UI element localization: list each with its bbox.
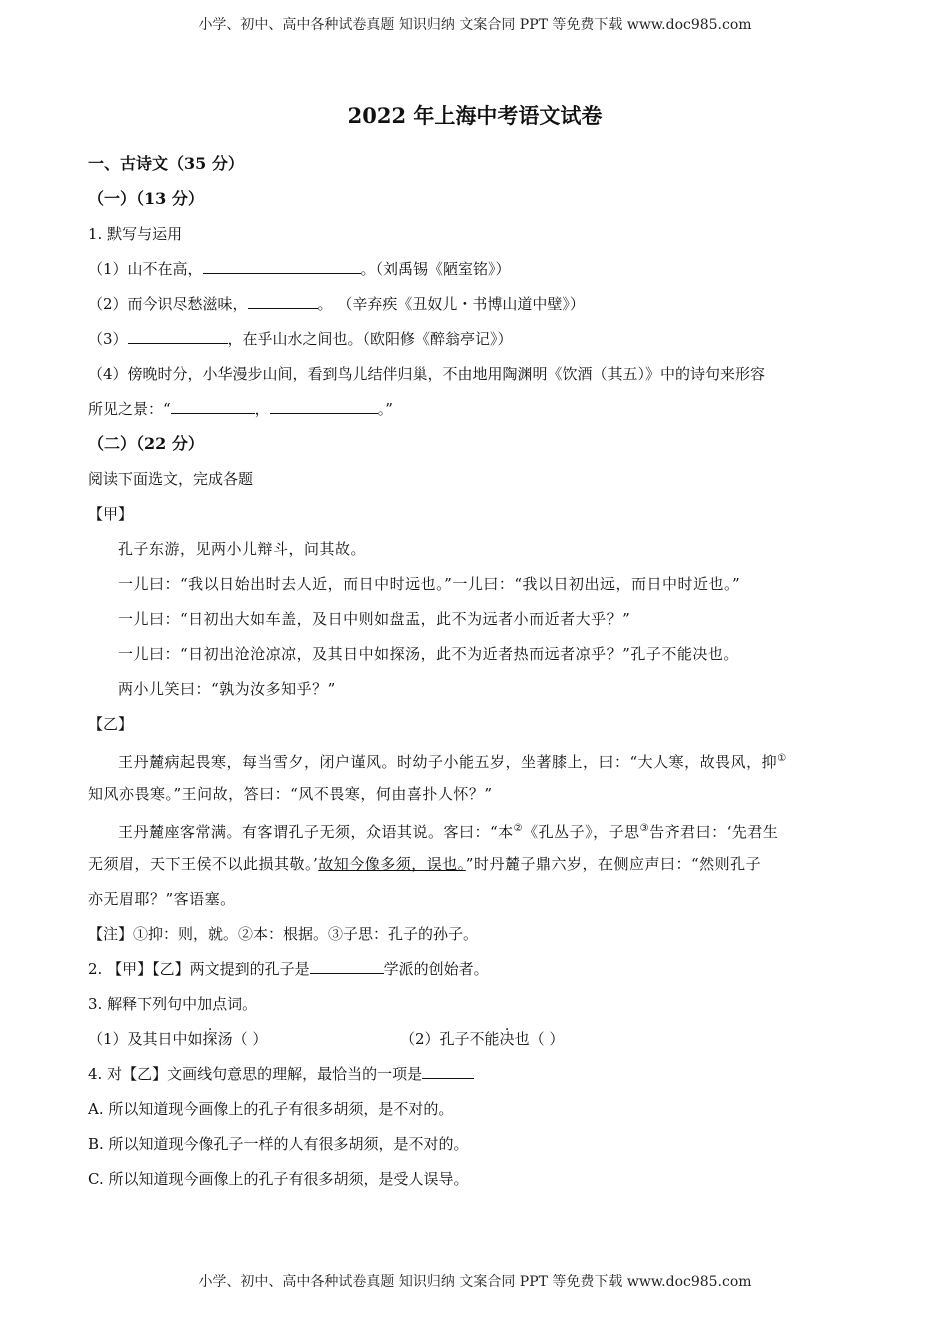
item-text: 。 （辛弃疾《丑奴儿・书博山道中壁》） [317, 295, 585, 313]
question-text: 学派的创始者。 [383, 960, 489, 978]
answer-blank[interactable] [128, 325, 228, 344]
option-b[interactable]: B. 所以知道现今像孔子一样的人有很多胡须，是不对的。 [88, 1135, 469, 1153]
text-yi-paragraph-1-line-2: 知风亦畏寒。”王问故，答曰：“风不畏寒，何由喜扑人怀？” [88, 785, 493, 803]
question-1-item-4-line-2 [88, 395, 863, 430]
item-text: （1）山不在高， [88, 260, 203, 278]
text-yi-paragraph-2-line-1 [88, 815, 863, 850]
text-jia-paragraph: 孔子东游，见两小儿辩斗，问其故。 [118, 540, 367, 558]
section-heading: 一、古诗文（35 分） [88, 154, 244, 173]
question-3-item-1 [88, 1025, 400, 1053]
question-1-item-4-line-1: （4）傍晚时分，小华漫步山间，看到鸟儿结伴归巢，不由地用陶渊明《饮酒（其五）》中的诗句来形容 [88, 365, 766, 383]
passage-text: 无须眉，天下王侯不以此损其敬。’ [88, 855, 319, 873]
footnote-marker: ③ [639, 823, 650, 834]
exam-content [88, 150, 863, 1200]
part-heading-1: （一）（13 分） [88, 189, 204, 208]
notes: 【注】①抑：则，就。②本：根据。③子思：孔子的孙子。 [88, 925, 479, 943]
question-1-title: 1. 默写与运用 [88, 225, 183, 243]
item-text: 所见之景：“ [88, 400, 171, 418]
item-text: ，在乎山水之间也。（欧阳修《醉翁亭记》） [227, 330, 513, 348]
footnote-marker: ① [777, 753, 787, 764]
text-jia-label: 【甲】 [88, 505, 134, 523]
question-3-items [88, 1025, 863, 1060]
question-1-item-1 [88, 255, 863, 290]
item-text: ， [254, 400, 270, 418]
question-text: 2. 【甲】【乙】两文提到的孔子是 [88, 960, 310, 978]
passage-text: ”时丹麓子鼎六岁，在侧应声曰：“然则孔子 [465, 855, 762, 873]
passage-text: 王丹麓座客常满。有客谓孔子无须，众语其说。客曰：“本 [118, 823, 514, 841]
text-yi-label: 【乙】 [88, 715, 134, 733]
answer-blank[interactable] [203, 255, 361, 274]
text-yi-paragraph-2-line-2 [88, 850, 863, 885]
answer-blank[interactable] [310, 955, 384, 974]
text-yi-paragraph-1-line-1 [88, 745, 863, 780]
text-yi-paragraph-2-line-3: 亦无眉耶？”客语塞。 [88, 890, 236, 908]
page-footer: 小学、初中、高中各种试卷真题 知识归纳 文案合同 PPT 等免费下载 www.doc985.com [198, 1274, 752, 1290]
question-3-title: 3. 解释下列句中加点词。 [88, 995, 258, 1013]
question-3-item-2 [400, 1025, 564, 1053]
text-jia-paragraph: 一儿曰：“日初出大如车盖，及日中则如盘盂，此不为远者小而近者大乎？” [118, 610, 631, 628]
question-1-item-3 [88, 325, 863, 360]
answer-blank[interactable] [171, 395, 255, 414]
item-text: （3） [88, 330, 128, 348]
answer-blank[interactable] [422, 1060, 474, 1079]
footnote-marker: ② [513, 823, 524, 834]
option-c[interactable]: C. 所以知道现今画像上的孔子有很多胡须，是受人误导。 [88, 1170, 469, 1188]
page-title: 2022 年上海中考语文试卷 [347, 103, 603, 128]
question-2 [88, 955, 863, 990]
passage-text: 王丹麓病起畏寒，每当雪夕，闭户谨风。时幼子小能五岁，坐著膝上，曰：“大人寒，故畏风，抑 [118, 753, 778, 771]
item-text: 汤（ ） [217, 1030, 268, 1048]
item-text: 。（刘禹锡《陋室铭》） [360, 260, 511, 278]
question-1-item-2 [88, 290, 863, 325]
text-jia-paragraph: 两小儿笑曰：“孰为汝多知乎？” [118, 680, 336, 698]
item-text: （1）及其日中如 [88, 1030, 203, 1048]
text-jia-paragraph: 一儿曰：“我以日始出时去人近，而日中时远也。”一儿曰：“我以日初出远，而日中时近也。” [118, 575, 741, 593]
part-heading-2: （二）（22 分） [88, 434, 204, 453]
question-text: 4. 对【乙】文画线句意思的理解，最恰当的一项是 [88, 1065, 423, 1083]
dotted-word: 决 [499, 1030, 515, 1048]
underlined-sentence: 故知今像多须，误也。 [318, 855, 466, 873]
page-header: 小学、初中、高中各种试卷真题 知识归纳 文案合同 PPT 等免费下载 www.doc985.com [198, 17, 752, 33]
item-text: 。” [377, 400, 393, 418]
item-text: （2）孔子不能 [400, 1030, 500, 1048]
answer-blank[interactable] [248, 290, 318, 309]
reading-intro: 阅读下面选文，完成各题 [88, 470, 254, 488]
dotted-word: 探 [202, 1030, 218, 1048]
answer-blank[interactable] [270, 395, 378, 414]
text-jia-paragraph: 一儿曰：“日初出沧沧凉凉，及其日中如探汤，此不为近者热而远者凉乎？”孔子不能决也。 [118, 645, 739, 663]
item-text: 也（ ） [514, 1030, 565, 1048]
option-a[interactable]: A. 所以知道现今画像上的孔子有很多胡须，是不对的。 [88, 1100, 454, 1118]
passage-text: 《孔丛子》，子思 [523, 823, 640, 841]
question-4-title [88, 1060, 863, 1095]
item-text: （2）而今识尽愁滋味， [88, 295, 248, 313]
passage-text: 告齐君曰：‘先君生 [649, 823, 779, 841]
